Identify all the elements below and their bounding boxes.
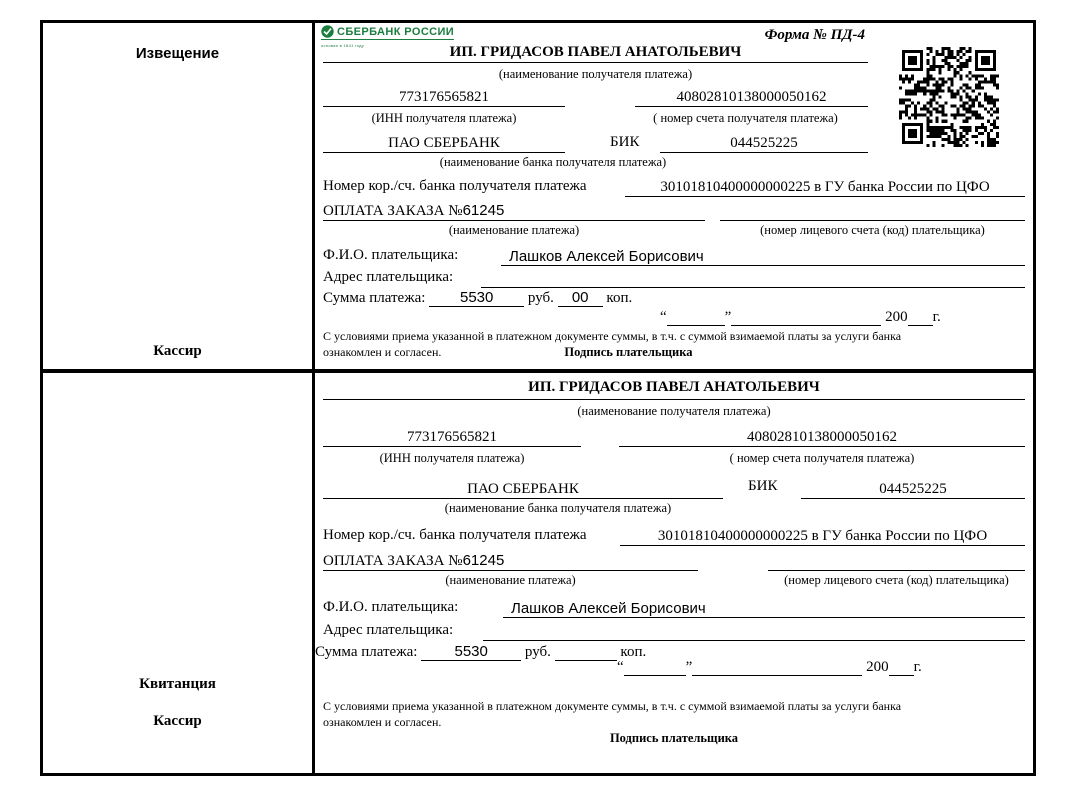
- bank-caption: (наименование банка получателя платежа): [444, 501, 672, 515]
- order-number: 61245: [462, 201, 505, 219]
- payer-address-value: [483, 640, 1025, 641]
- bank-name-value: ПАО СБЕРБАНК: [323, 481, 723, 499]
- personal-account-caption: (номер лицевого счета (код) плательщика): [760, 223, 985, 237]
- account-value: 40802810138000050162: [635, 89, 868, 107]
- cashier-label-receipt: Кассир: [153, 713, 202, 729]
- payment-name-caption: (наименование платежа): [445, 573, 576, 587]
- receipt-form-cell: [315, 373, 1033, 773]
- sum-kop-value: 00: [558, 289, 603, 307]
- payment-purpose: ОПЛАТА ЗАКАЗА №61245: [323, 202, 705, 221]
- recipient-name: ИП. ГРИДАСОВ ПАВЕЛ АНАТОЛЬЕВИЧ: [323, 379, 1025, 400]
- inn-value: 773176565821: [323, 429, 581, 447]
- payer-signature-label: Подпись плательщика: [564, 345, 693, 359]
- bik-value: 044525225: [801, 481, 1025, 499]
- cashier-label-notice: Кассир: [153, 343, 202, 359]
- receipt-stub-cell: [43, 373, 315, 773]
- account-value: 40802810138000050162: [619, 429, 1025, 447]
- recipient-caption: (наименование получателя платежа): [577, 404, 771, 418]
- form-number-title: Форма № ПД-4: [764, 27, 865, 43]
- inn-caption: (ИНН получателя платежа): [379, 451, 525, 465]
- personal-account-line: [720, 220, 1025, 221]
- bik-value: 044525225: [660, 135, 868, 153]
- payer-signature-label: Подпись плательщика: [609, 731, 739, 745]
- bank-name-value: ПАО СБЕРБАНК: [323, 135, 565, 153]
- agreement-line1: С условиями приема указанной в платежном документе суммы, в т.ч. с суммой взимаемой платы за услуги банка: [323, 699, 902, 713]
- date-day-line: [667, 325, 725, 326]
- date-line: “ ” 200 г.: [660, 309, 941, 325]
- payer-address-value: [481, 287, 1025, 288]
- bik-label: БИК: [748, 477, 778, 494]
- notice-form-cell: [315, 23, 1033, 373]
- notice-stub-cell: [43, 23, 315, 373]
- sberbank-logo-icon: [321, 25, 334, 38]
- date-year-line: [908, 325, 933, 326]
- sum-rub-value: 5530: [421, 643, 521, 661]
- receipt-label: Квитанция: [139, 676, 216, 692]
- bank-logo-name: СБЕРБАНК РОССИИ: [337, 25, 455, 38]
- date-month-line: [692, 675, 862, 676]
- date-month-line: [731, 325, 881, 326]
- payer-address-label: Адрес плательщика:: [323, 268, 454, 285]
- recipient-name: ИП. ГРИДАСОВ ПАВЕЛ АНАТОЛЬЕВИЧ: [323, 44, 868, 63]
- corr-account-value: 30101810400000000225 в ГУ банка России по ЦФО: [625, 179, 1025, 197]
- payment-name-caption: (наименование платежа): [448, 223, 580, 237]
- sum-label: Сумма платежа:: [315, 644, 418, 660]
- account-caption: ( номер счета получателя платежа): [729, 451, 915, 465]
- personal-account-caption: (номер лицевого счета (код) плательщика): [784, 573, 1009, 587]
- bank-logo-tagline: основан в 1841 году: [321, 43, 365, 48]
- agreement-line2: ознакомлен и согласен.: [323, 715, 442, 729]
- date-day-line: [624, 675, 686, 676]
- sum-kop-value: [555, 660, 617, 661]
- date-year-line: [889, 675, 914, 676]
- inn-caption: (ИНН получателя платежа): [371, 111, 517, 125]
- inn-value: 773176565821: [323, 89, 565, 107]
- payer-name-value: Лашков Алексей Борисович: [501, 248, 1025, 266]
- payer-name-label: Ф.И.О. плательщика:: [323, 246, 459, 263]
- kop-label: коп.: [620, 644, 647, 660]
- rub-label: руб.: [527, 290, 554, 306]
- payer-name-value: Лашков Алексей Борисович: [503, 600, 1025, 618]
- rub-label: руб.: [524, 644, 551, 660]
- bank-caption: (наименование банка получателя платежа): [439, 155, 667, 169]
- sum-rub-value: 5530: [429, 289, 524, 307]
- bik-label: БИК: [610, 133, 640, 150]
- sum-label: Сумма платежа:: [323, 290, 426, 306]
- personal-account-line: [768, 570, 1025, 571]
- notice-label: Извещение: [135, 45, 220, 62]
- recipient-caption: (наименование получателя платежа): [498, 67, 693, 81]
- agreement-line1: С условиями приема указанной в платежном документе суммы, в т.ч. с суммой взимаемой платы за услуги банка: [323, 329, 902, 343]
- payment-purpose: ОПЛАТА ЗАКАЗА №61245: [323, 552, 698, 571]
- corr-account-value: 30101810400000000225 в ГУ банка России по ЦФО: [620, 528, 1025, 546]
- agreement-line2: ознакомлен и согласен.: [323, 345, 442, 359]
- date-line: “ ” 200 г.: [617, 659, 922, 675]
- corr-account-label: Номер кор./сч. банка получателя платежа: [323, 177, 587, 194]
- form-table: [40, 20, 1036, 776]
- corr-account-label: Номер кор./сч. банка получателя платежа: [323, 526, 587, 543]
- payer-address-label: Адрес плательщика:: [323, 621, 454, 638]
- account-caption: ( номер счета получателя платежа): [653, 111, 838, 125]
- order-number: 61245: [462, 551, 505, 569]
- kop-label: коп.: [606, 290, 633, 306]
- payer-name-label: Ф.И.О. плательщика:: [323, 598, 459, 615]
